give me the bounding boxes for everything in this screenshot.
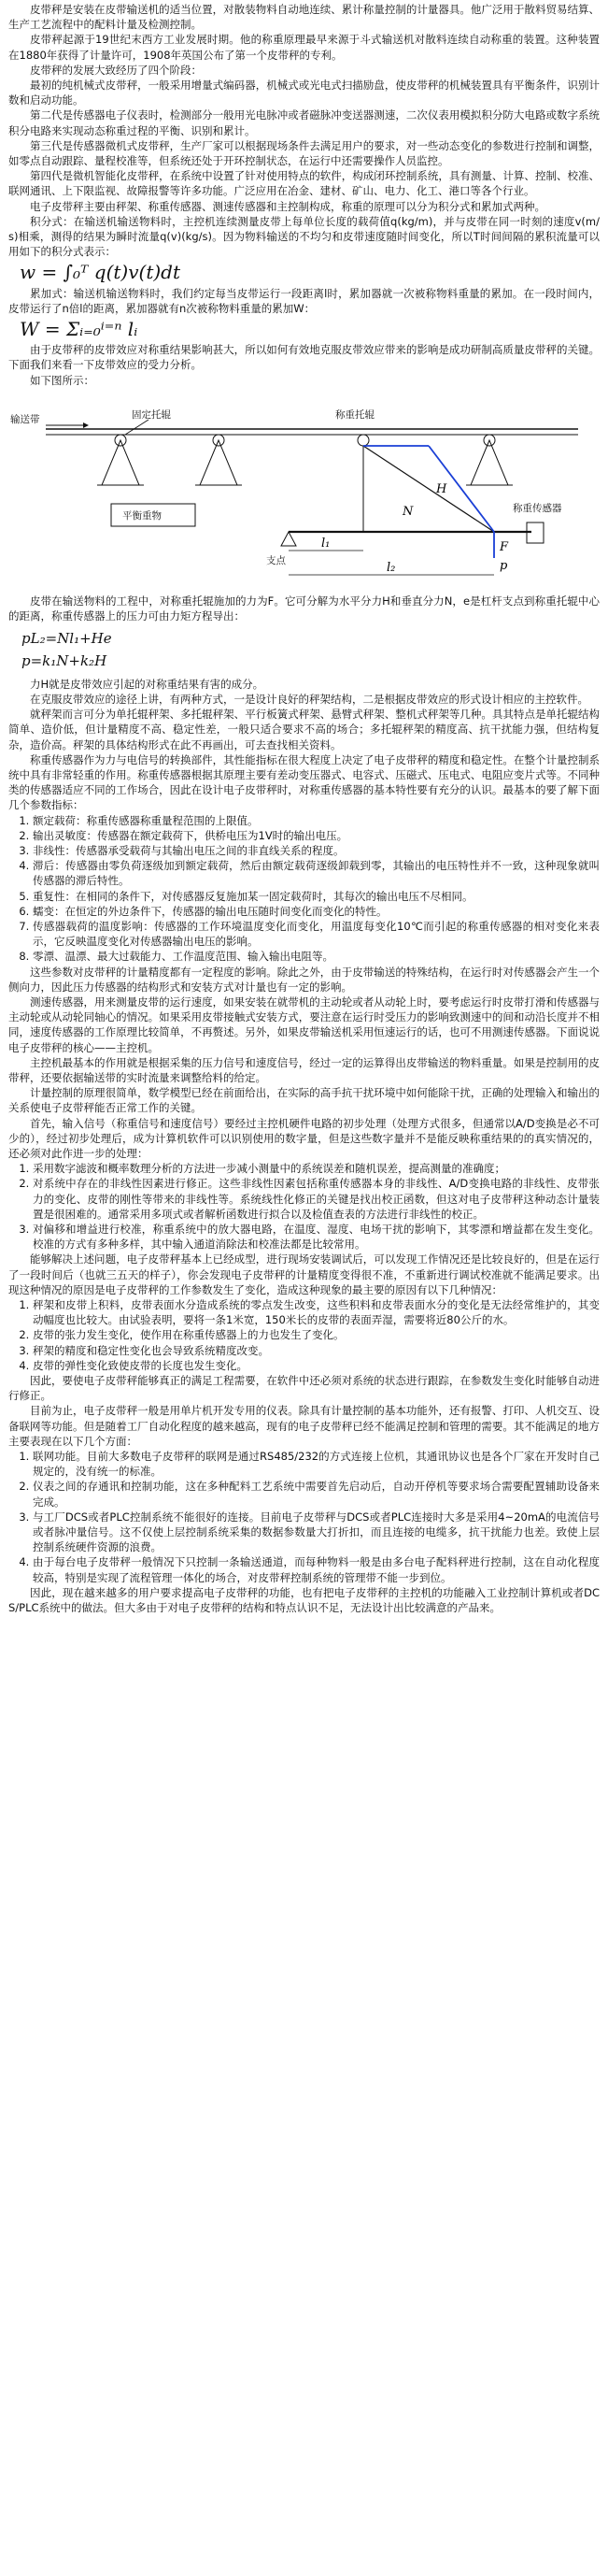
paragraph: 在克服皮带效应的途径上讲，有两种方式，一是设计良好的秤架结构，二是根据皮带效应的形式设计相应的主控软件。 xyxy=(30,692,588,706)
label-H: H xyxy=(436,481,447,496)
arrow-head-icon xyxy=(83,422,89,428)
paragraph: 测速传感器，用来测量皮带的运行速度，如果安装在就带机的主动轮或者从动轮上时，要考虑运行时皮带打滑和传感器与主动轮或从动轮同轴心的情况。如果采用皮带接触式安装方式，要注意在运行时受压力的影响致测速中的间和动沿长度并不相同，速度传感器的工作原理比较简单，不再赘述。另外，如果皮带输送机采用恒速运行的话，也可不用测速传感器。下面说说电子皮带秤的核心——主控机。 xyxy=(8,995,600,1054)
causes-list xyxy=(8,1297,600,1373)
paragraph: 目前为止，电子皮带秤一般是用单片机开发专用的仪表。除具有计量控制的基本功能外，还有报警、打印、人机交互、设备联网等功能。但是随着工厂自动化程度的越来越高，现有的电子皮带秤已经不能满足控制和管理的需要。其不能满足的地方主要表现在以下几个方面： xyxy=(8,1404,600,1448)
processing-list xyxy=(8,1161,600,1252)
paragraph: 称重传感器作为力与电信号的转换部件，其性能指标在很大程度上决定了电子皮带秤的精度和稳定性。在整个计量控制系统中具有非常轻重的作用。称重传感器根据其原理主要有差动变压器式、电容式、压磁式、压电式、电阻应变片式等。不同种类的传感器适应不同的工作场合，因此在设计电子皮带秤时，对称重传感器的基本特性要有充分的认识。最基本的要了解下面几个参数指标： xyxy=(8,752,600,812)
paragraph: 首先，输入信号（称重信号和速度信号）要经过主控机硬件电路的初步处理（处理方式很多，但通常以A/D变换是必不可少的），经过初步处理后，成为计算机软件可以识别使用的数字量，但是这些数字量并不是能反映称重结果的的真实情况的，还必须对此作进一步的处理： xyxy=(8,1116,600,1160)
list-item: 2. 皮带的张力发生变化，使作用在称重传感器上的力也发生了变化。 xyxy=(33,1327,600,1342)
list-item: 4. 由于每台电子皮带秤一般情况下只控制一条输送通道，而每种物料一般是由多台电子配料秤进行控制，这在自动化程度较高，特别是实现了流程管理一体化的场合，对皮带秤控制系统的管理带不能一步到位。 xyxy=(33,1554,600,1584)
limits-list xyxy=(8,1449,600,1585)
label-weigh-idler: 称重托辊 xyxy=(335,408,375,421)
list-item: 2. 对系统中存在的非线性因素进行修正。这些非线性因素包括称重传感器本身的非线性、A/D变换电路的非线性、皮带张力的变化、皮带的刚性等带来的非线性等。系统线性化修正的关键是找出校正函数，但这对电子皮带秤这种动态计量装置是很困难的。通常采用多项式或者解析函数进行拟合以及检值查表的方法进行非线性的校正。 xyxy=(33,1176,600,1222)
list-item: 1. 额定载荷：称重传感器称重量程范围的上限值。 xyxy=(33,813,600,828)
paragraph: 因此，现在越来越多的用户要求提高电子皮带秤的功能，也有把电子皮带秤的主控机的功能融入工业控制计算机或者DCS/PLC系统中的做法。但大多由于对电子皮带秤的结构和特点认识不足，无法设计出比较满意的产品来。 xyxy=(8,1585,600,1615)
sensor-params-list xyxy=(8,813,600,965)
paragraph: 因此，要使电子皮带秤能够真正的满足工程需要，在软件中还必须对系统的状态进行跟踪，在参数发生变化时能够自动进行修正。 xyxy=(8,1374,600,1403)
label-load-cell: 称重传感器 xyxy=(513,502,562,514)
list-item: 7. 传感器载荷的温度影响：传感器的工作环境温度变化而变化，用温度每变化10℃而引起的称重传感器的相对变化来表示，它反映温度变化对传感器输出电压的影响。 xyxy=(33,919,600,949)
formula-text: W = Σᵢ₌₀ⁱ⁼ⁿ lᵢ xyxy=(20,318,138,341)
list-item: 4. 滞后：传感器由零负荷逐级加到额定载荷，然后由额定载荷逐级卸载到零，其输出的电压特性并不一致，这种现象就叫传感器的滞后特性。 xyxy=(33,858,600,888)
paragraph: 计量控制的原理很简单，数学模型已经在前面给出，在实际的高手抗干扰环境中如何能除干扰，正确的处理输入和输出的关系使电子皮带秤能否正常工作的关键。 xyxy=(8,1086,600,1115)
list-item: 1. 联网功能。目前大多数电子皮带秤的联网是通过RS485/232的方式连接上位机，其通讯协议也是各个厂家在开发时自己规定的，没有统一的标准。 xyxy=(33,1449,600,1479)
paragraph: 皮带秤的发展大致经历了四个阶段： xyxy=(30,63,202,77)
paragraph: 第三代是传感器微机式皮带秤，生产厂家可以根据现场条件去满足用户的要求，对一些动态变化的参数进行控制和调整，如零点自动跟踪、量程校准等，但系统还处于开环控制状态，在运行中还需要操作人员监控。 xyxy=(8,138,600,168)
formula-text: w = ∫₀ᵀ q(t)v(t)dt xyxy=(20,261,181,284)
list-item: 2. 仪表之间的存通讯和控制功能，这在多种配料工艺系统中需要首先启动后，自动开停机等要求场合需要配置辅助设备来完成。 xyxy=(33,1479,600,1509)
intro-section xyxy=(8,2,600,259)
list-item: 3. 非线性：传感器承受载荷与其输出电压之间的非直线关系的程度。 xyxy=(33,843,600,858)
paragraph: 这些参数对皮带秤的计量精度都有一定程度的影响。除此之外，由于皮带输送的特殊结构，在运行时对传感器会产生一个侧向力，因此压力传感器的结构形式和安装方式对计量也有一定的影响。 xyxy=(8,965,600,994)
label-l2: l₂ xyxy=(387,560,396,575)
force-F-line xyxy=(363,446,494,532)
paragraph: 电子皮带秤主要由秤架、称重传感器、测速传感器和主控制构成，称重的原理可以分为积分式和累加式两种。 xyxy=(30,199,545,213)
paragraph: 最初的纯机械式皮带秤，一般采用增量式编码器，机械式或光电式扫描励盘，使皮带秤的机械装置具有平衡条件，识别计数和启动功能。 xyxy=(8,79,600,107)
list-item: 6. 蠕变：在恒定的外边条件下，传感器的输出电压随时间变化而变化的特性。 xyxy=(33,904,600,919)
paragraph: 第二代是传感器电子仪表时，检测部分一般用光电脉冲或者磁脉冲变送器测速，二次仪表用模拟积分防大电路或数字系统积分电路来实现动态称重过程的平衡、识别和累计。 xyxy=(8,108,600,137)
paragraph: 皮带在输送物料的工程中，对称重托辊施加的力为F。它可分解为水平分力H和垂直分力N，e是杠杆支点到称重托辊中心的距离，称重传感器上的压力可由力矩方程导出： xyxy=(8,594,600,623)
paragraph: 皮带秤是安装在皮带输送机的适当位置，对散装物料自动地连续、累计称量控制的计量器具。他广泛用于散料贸易结算、生产工艺流程中的配料计量及检测控制。 xyxy=(8,3,600,32)
list-item: 3. 对偏移和增益进行校准，称重系统中的放大器电路，在温度、湿度、电场干扰的影响下，其零漂和增益都在发生变化。校准的方式有多种多样，其中输入通道消除法和校准法都是比较常用。 xyxy=(33,1222,600,1252)
list-item: 4. 皮带的弹性变化致使皮带的长度也发生变化。 xyxy=(33,1358,600,1373)
label-conveyor: 输送带 xyxy=(10,413,40,425)
paragraph: 积分式：在输送机输送物料时，主控机连续测量皮带上每单位长度的载荷值q(kg/m)，并与皮带在同一时刻的速度v(m/s)相乘，测得的结果为瞬时流量q(v)(kg/s)。因为物料输送的不均匀和皮带速度随时间变化，所以T时间间隔的累积流量可以用如下的积分式表示： xyxy=(8,214,600,259)
fixed-idler-left xyxy=(97,435,144,485)
paragraph: 皮带秤起源于19世纪末西方工业发展时期。他的称重原理最早来源于斗式输送机对散料连续自动称重的装置。这种装置在1880年获得了计量许可，1908年英国公布了第一个皮带秤的专利。 xyxy=(8,33,600,62)
list-item: 1. 秤架和皮带上积料，皮带表面水分造成系统的零点发生改变，这些积料和皮带表面水分的变化是无法经常维护的，其变动幅度也比较大。由试验表明，要将一条1米宽，150米长的皮带的表面弄湿，需要将近80公斤的水。 xyxy=(33,1297,600,1327)
label-p: p xyxy=(500,558,508,573)
sum-formula xyxy=(20,318,600,341)
list-item: 5. 重复性：在相同的条件下，对传感器反复施加某一固定载荷时，其每次的输出电压不尽相同。 xyxy=(33,889,600,904)
paragraph: 累加式：输送机输送物料时，我们约定每当皮带运行一段距离l时，累加器就一次被称物料重量的累加。在一段时间内，皮带运行了n倍l的距离，累加器就有n次被称物料重量的累加W： xyxy=(8,286,600,315)
paragraph: 第四代是微机智能化皮带秤，在系统中设置了针对使用特点的软件，构成闭环控制系统，具有测量、计算、控制、校准、联网通讯、上下限监视、故障报警等许多功能。广泛应用在冶金、建材、矿山、电力、化工、港口等各个行业。 xyxy=(8,169,600,198)
moment-formula: pL₂=Nl₁+He xyxy=(21,630,112,648)
list-item: 3. 与工厂DCS或者PLC控制系统不能很好的连接。目前电子皮带秤与DCS或者PLC连接时大多是采用4~20mA的电流信号或者脉冲量信号。这不仅使上层控制系统采集的数据参数量大打折扣，而且连接的电缆多，抗干扰能力也差。致使上层控制系统硬件资源的浪费。 xyxy=(33,1510,600,1555)
pressure-formula: p=k₁N+k₂H xyxy=(21,652,107,670)
list-item: 2. 输出灵敏度：传感器在额定载荷下，供桥电压为1V时的输出电压。 xyxy=(33,828,600,843)
label-l1: l₁ xyxy=(321,536,331,551)
integral-formula xyxy=(20,261,600,284)
paragraph: 如下图所示： xyxy=(30,373,94,387)
label-N: N xyxy=(403,504,414,519)
paragraph: 主控机最基本的作用就是根据采集的压力信号和速度信号，经过一定的运算得出皮带输送的物料重量。如果是控制用的皮带秤，还要依据输送带的实时流量来调整给料的给定。 xyxy=(8,1055,600,1084)
paragraph: 就秤架而言可分为单托辊秤架、多托辊秤架、平行板簧式秤架、悬臂式秤架、整机式秤架等几种。具其特点是单托辊结构简单、造价低，但计量精度不高、稳定性差，一般只适合要求不高的场合；多托辊秤架的精度高、抗干扰能力强，但结构复杂，造价高。秤架的具体结构形式在此不再画出，可去查找相关资料。 xyxy=(8,708,600,751)
label-counterweight: 平衡重物 xyxy=(122,509,162,522)
list-item: 3. 秤架的精度和稳定性变化也会导致系统精度改变。 xyxy=(33,1343,600,1358)
list-item: 8. 零漂、温漂、最大过载能力、工作温度范围、输入输出电阻等。 xyxy=(33,949,600,964)
paragraph: 由于皮带秤的皮带效应对称重结果影响甚大，所以如何有效地克服皮带效应带来的影响是成功研制高质量皮带秤的关键。下面我们来看一下皮带效应的受力分析。 xyxy=(8,343,600,372)
paragraph: 能够解决上述问题，电子皮带秤基本上已经成型，进行现场安装调试后，可以发现工作情况还是比较良好的，但是在运行了一段时间后（也就三五天的样子），你会发现电子皮带秤的计量精度变得很不准，不重新进行调试校准就不能满足要求。出现这种情况的原因是电子皮带秤的工作参数发生了变化，造成这种现象的最主要的原因有以下几种情况： xyxy=(8,1252,600,1296)
fixed-idler-right xyxy=(466,435,513,485)
paragraph: 力H就是皮带效应引起的对称重结果有害的成分。 xyxy=(30,677,264,691)
force-diagram xyxy=(8,392,600,588)
list-item: 1. 采用数字滤波和概率数理分析的方法进一步减小测量中的系统误差和随机误差，提高测量的准确度； xyxy=(33,1161,600,1176)
label-pivot: 支点 xyxy=(266,554,286,566)
label-fixed-idler: 固定托辊 xyxy=(132,408,171,421)
fixed-idler-mid xyxy=(195,435,242,485)
label-F: F xyxy=(500,539,509,554)
